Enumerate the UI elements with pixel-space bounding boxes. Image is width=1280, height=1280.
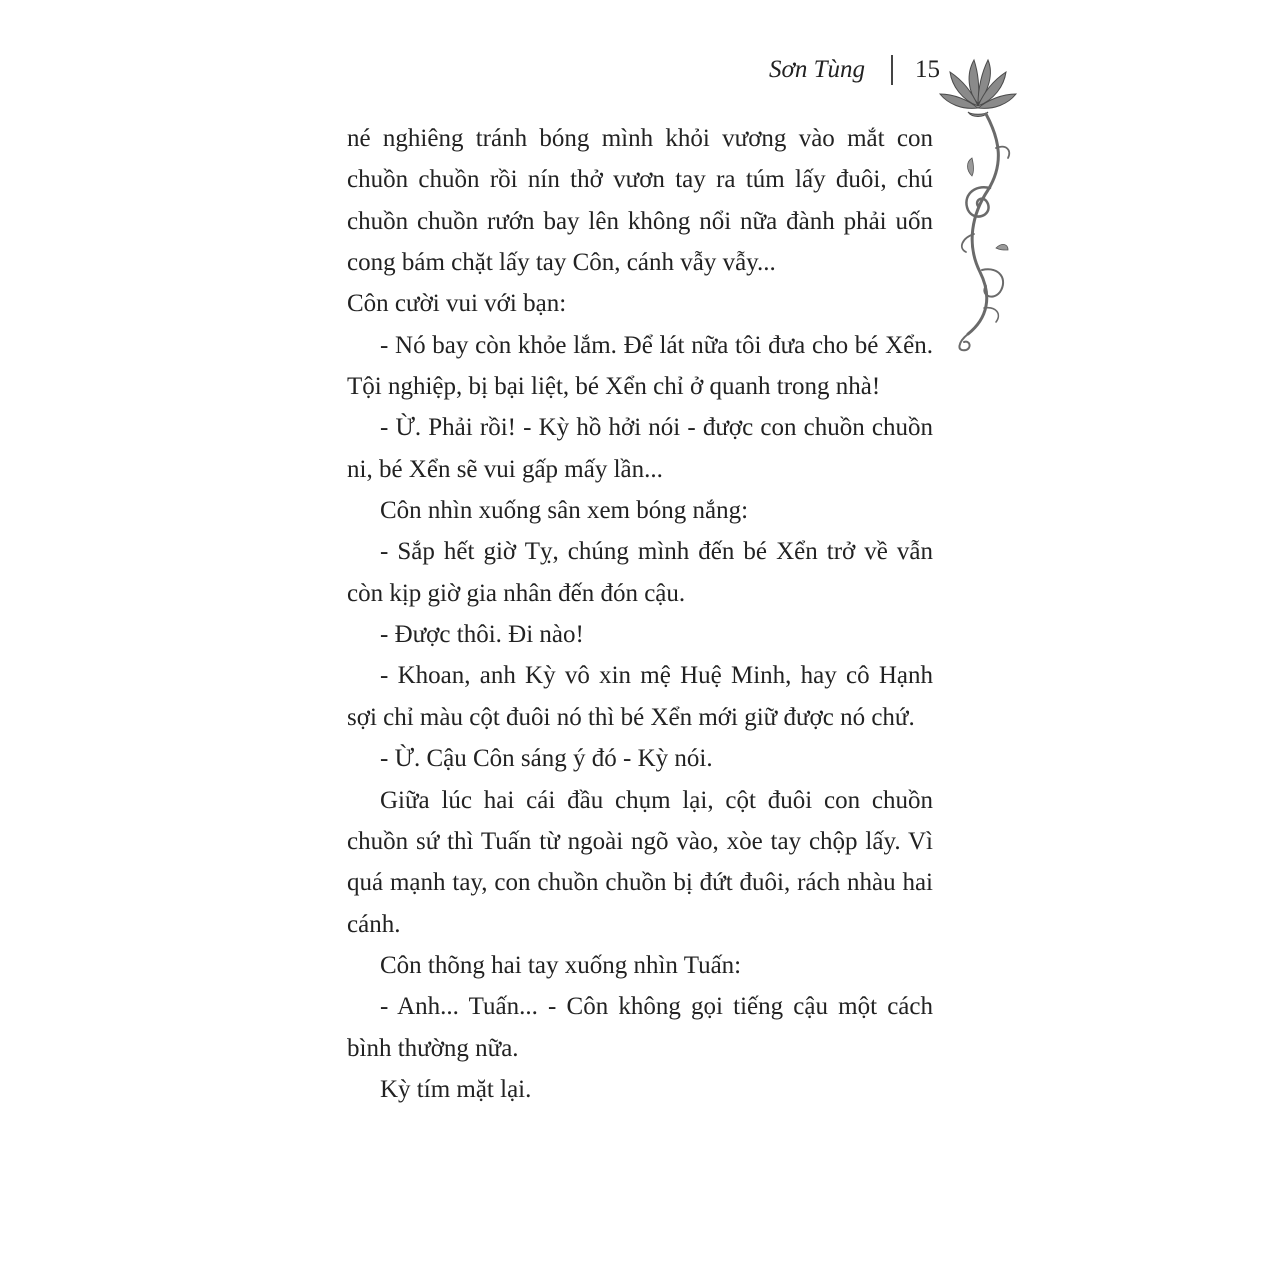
- paragraph: Côn nhìn xuống sân xem bóng nắng:: [380, 497, 749, 525]
- paragraph: - Nó bay còn khỏe lắm. Để lát nữa tôi đưa cho bé Xển. Tội nghiệp, bị bại liệt, bé Xển chỉ ở quanh trong nhà!: [347, 331, 933, 401]
- paragraph: - Ừ. Phải rồi! - Kỳ hồ hởi nói - được con chuồn chuồn ni, bé Xển sẽ vui gấp mấy lần...: [347, 414, 933, 483]
- page-number: 15: [915, 56, 940, 83]
- paragraph: Kỳ tím mặt lại.: [380, 1075, 532, 1103]
- paragraph: - Anh... Tuấn... - Côn không gọi tiếng cậu một cách bình thường nữa.: [347, 993, 933, 1062]
- paragraph: - Ừ. Cậu Côn sáng ý đó - Kỳ nói.: [380, 745, 713, 773]
- paragraph: - Khoan, anh Kỳ vô xin mệ Huệ Minh, hay cô Hạnh sợi chỉ màu cột đuôi nó thì bé Xển mới giữ được nó chứ.: [347, 662, 933, 731]
- paragraph: né nghiêng tránh bóng mình khỏi vương vào mắt con chuồn chuồn rồi nín thở vươn tay ra túm lấy đuôi, chú chuồn chuồn rướn bay lên không nổi nữa đành phải uốn cong bám chặt lấy tay Côn, cánh vẫy vẫy...: [347, 125, 933, 277]
- paragraph: Côn cười vui với bạn:: [347, 290, 567, 318]
- paragraph: Giữa lúc hai cái đầu chụm lại, cột đuôi con chuồn chuồn sứ thì Tuấn từ ngoài ngõ vào, xòe tay chộp lấy. Vì quá mạnh tay, con chuồn chuồn bị đứt đuôi, rách nhàu hai cánh.: [347, 786, 933, 938]
- author-name: Sơn Tùng: [769, 56, 865, 83]
- header-separator: [891, 55, 893, 85]
- paragraph: - Sắp hết giờ Tỵ, chúng mình đến bé Xển trở về vẫn còn kịp giờ gia nhân đến đón cậu.: [347, 538, 933, 607]
- body-text: [347, 118, 933, 1110]
- paragraph: - Được thôi. Đi nào!: [380, 621, 584, 649]
- lotus-flourish-icon: [938, 52, 1018, 352]
- running-header: [700, 50, 940, 90]
- paragraph: Côn thõng hai tay xuống nhìn Tuấn:: [380, 951, 742, 979]
